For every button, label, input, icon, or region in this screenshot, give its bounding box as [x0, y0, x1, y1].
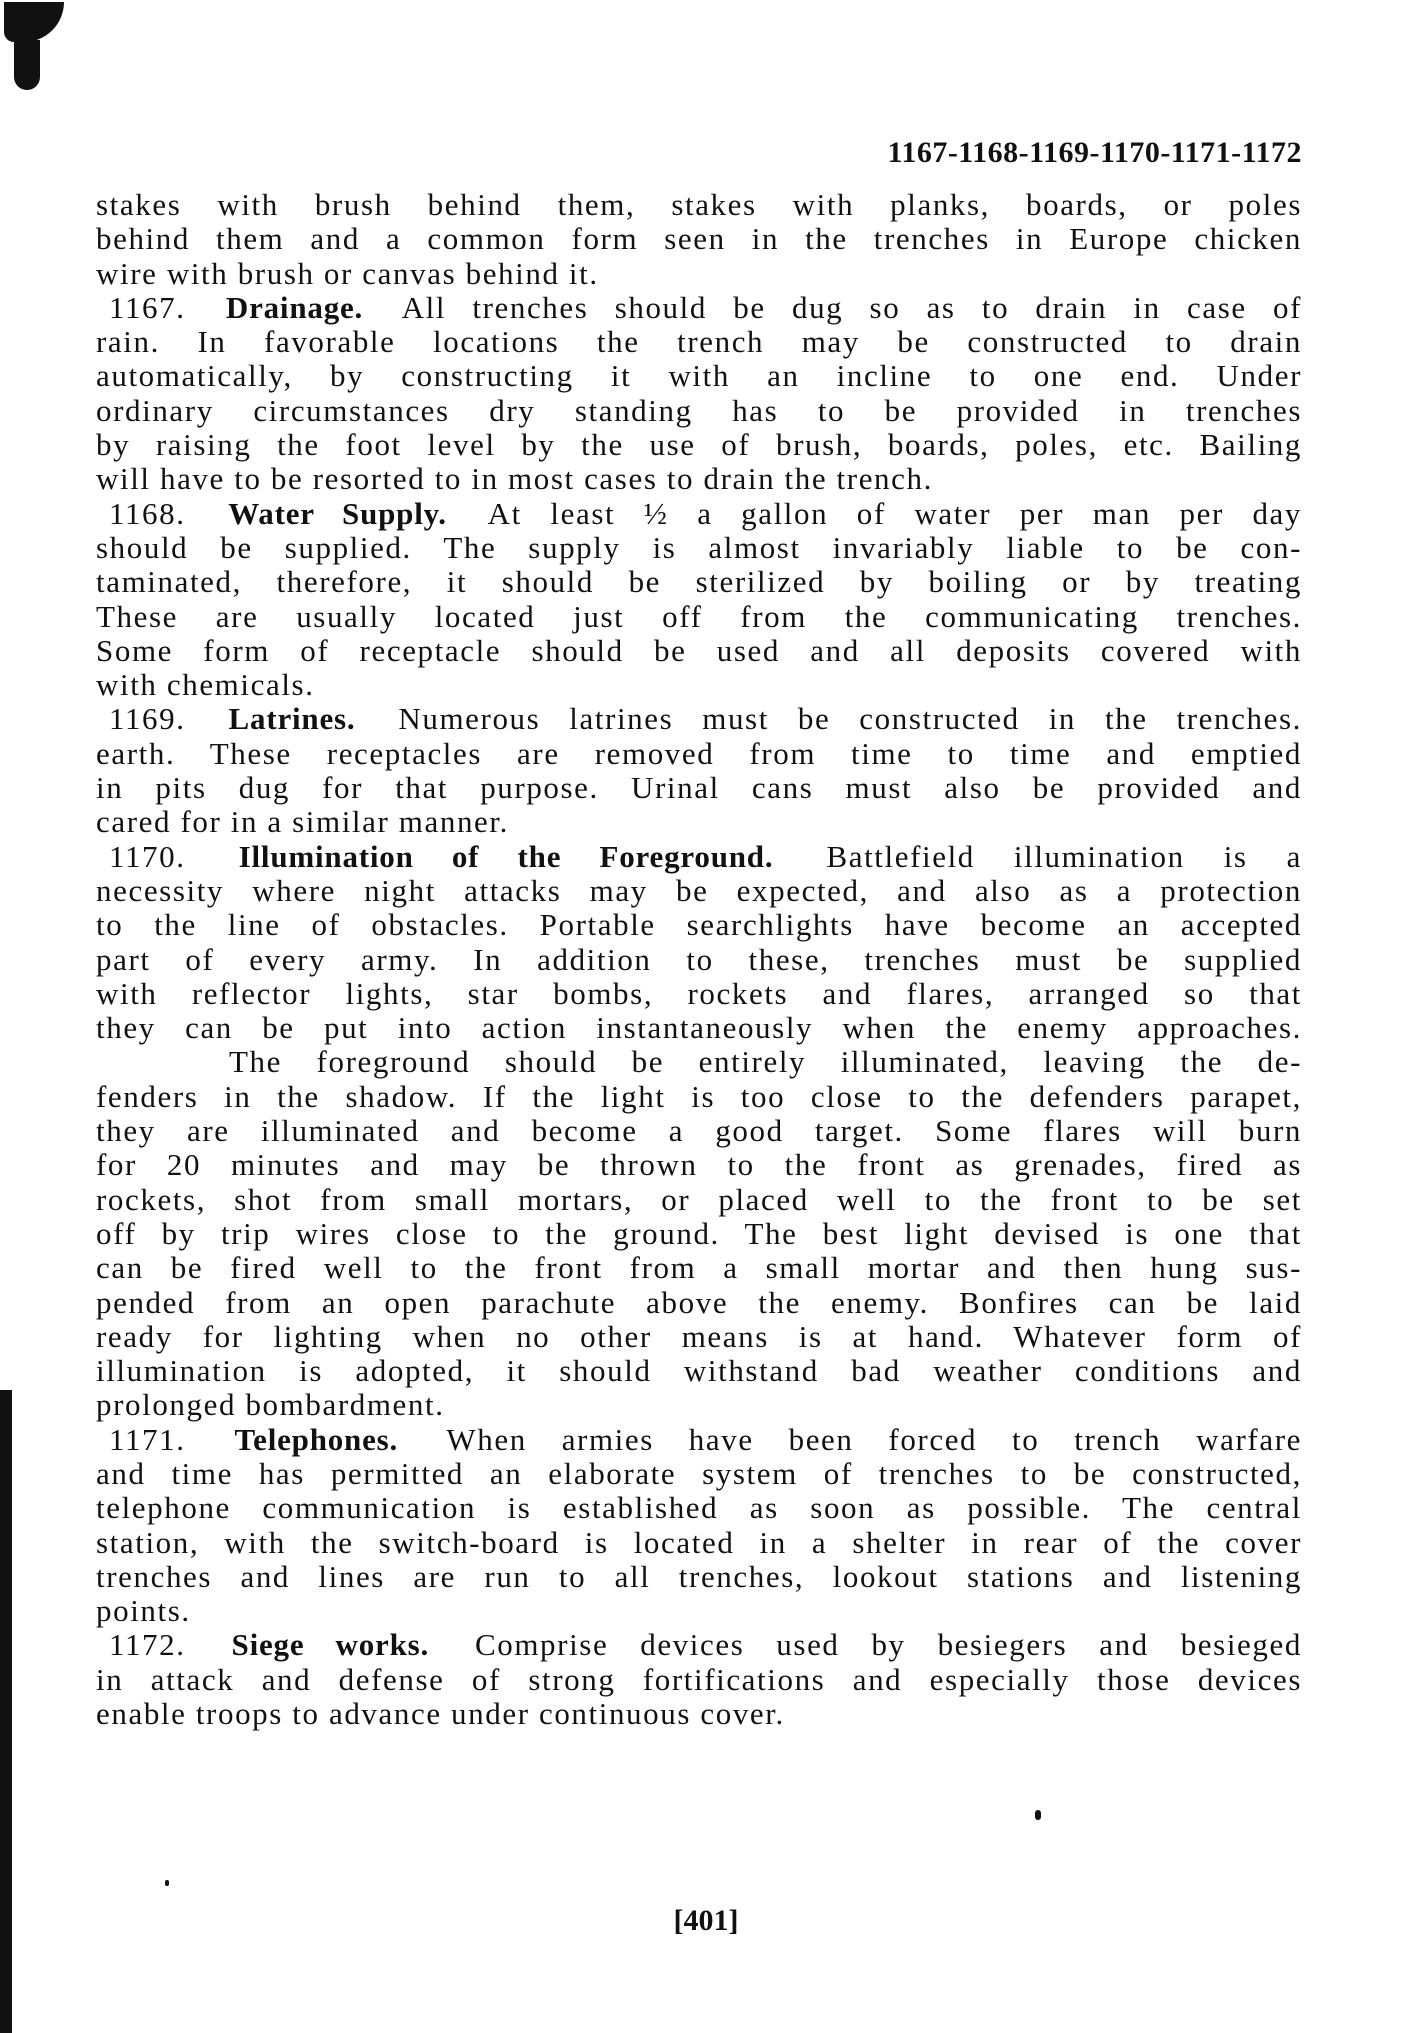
text-line: [96, 325, 1302, 359]
section-number: 1171.: [109, 1421, 186, 1457]
line-text: The foreground should be entirely illuminated, leaving the de-: [229, 1044, 1302, 1080]
line-text: part of every army. In addition to these, trenches must be supplied: [96, 941, 1302, 977]
line-text: behind them and a common form seen in the trenches in Europe chicken: [96, 221, 1302, 257]
section-heading-line: [96, 1628, 1302, 1662]
line-text: to the line of obstacles. Portable searchlights have become an accepted: [96, 907, 1302, 943]
line-text: All trenches should be dug so as to drain in case of: [401, 289, 1303, 325]
text-line: [96, 1148, 1302, 1182]
line-text: illumination is adopted, it should withstand bad weather conditions and: [96, 1353, 1302, 1389]
text-line: [96, 1114, 1302, 1148]
line-text: Some form of receptacle should be used and all deposits covered with: [96, 632, 1302, 668]
text-line: [96, 188, 1302, 222]
text-line: [96, 1320, 1302, 1354]
text-line: [96, 1560, 1302, 1594]
section-number: 1168.: [109, 495, 186, 531]
line-text: prolonged bombardment.: [96, 1387, 445, 1423]
line-text: These are usually located just off from the communicating trenches.: [96, 598, 1302, 634]
section-title: Illumination of the Foreground.: [238, 838, 774, 874]
line-text: station, with the switch-board is located in a shelter in rear of the cover: [96, 1524, 1302, 1560]
line-text: and time has permitted an elaborate system of trenches to be constructed,: [96, 1455, 1302, 1491]
section-title: Telephones.: [234, 1421, 399, 1457]
text-line: [96, 531, 1302, 565]
text-line: [96, 943, 1302, 977]
line-text: stakes with brush behind them, stakes with planks, boards, or poles: [96, 187, 1302, 222]
section-heading-line: [96, 497, 1302, 531]
section-number: 1170.: [109, 838, 186, 874]
scan-blot-top-tail: [14, 40, 40, 90]
text-line: [96, 600, 1302, 634]
line-text: rain. In favorable locations the trench may be constructed to drain: [96, 324, 1302, 360]
text-line: [96, 565, 1302, 599]
text-line: [96, 394, 1302, 428]
line-text: pended from an open parachute above the enemy. Bonfires can be laid: [96, 1284, 1302, 1320]
text-line: [96, 1457, 1302, 1491]
text-line: [96, 428, 1302, 462]
text-line: [96, 1526, 1302, 1560]
line-text: for 20 minutes and may be thrown to the front as grenades, fired as: [96, 1147, 1302, 1183]
text-line: [96, 462, 1302, 496]
line-text: earth. These receptacles are removed from time to time and emptied: [96, 735, 1302, 771]
line-text: ready for lighting when no other means is at hand. Whatever form of: [96, 1318, 1302, 1354]
line-text: with reflector lights, star bombs, rockets and flares, arranged so that: [96, 975, 1302, 1011]
line-text: in attack and defense of strong fortifications and especially those devices: [96, 1661, 1302, 1697]
text-line: [96, 1080, 1302, 1114]
line-text: telephone communication is established as soon as possible. The central: [96, 1490, 1302, 1526]
text-line: [96, 1697, 1302, 1731]
text-line: [96, 222, 1302, 256]
section-heading-line: [96, 1423, 1302, 1457]
line-text: wire with brush or canvas behind it.: [96, 255, 599, 291]
text-line: [96, 1388, 1302, 1422]
line-text: in pits dug for that purpose. Urinal cans must also be provided and: [96, 770, 1302, 806]
line-text: taminated, therefore, it should be sterilized by boiling or by treating: [96, 564, 1302, 600]
line-text: fenders in the shadow. If the light is too close to the defenders parapet,: [96, 1078, 1302, 1114]
text-line: [96, 771, 1302, 805]
section-heading-line: [96, 291, 1302, 325]
section-title: Siege works.: [231, 1627, 430, 1663]
text-line: [96, 1045, 1302, 1079]
line-text: When armies have been forced to trench warfare: [446, 1421, 1303, 1457]
section-number: 1172.: [109, 1627, 186, 1663]
text-line: [96, 257, 1302, 291]
line-text: they are illuminated and become a good target. Some flares will burn: [96, 1113, 1302, 1149]
text-line: [96, 1491, 1302, 1525]
document-body: [96, 188, 1302, 1731]
text-line: [96, 1354, 1302, 1388]
line-text: Comprise devices used by besiegers and besieged: [474, 1627, 1302, 1663]
line-text: automatically, by constructing it with an incline to one end. Under: [96, 358, 1302, 394]
line-text: necessity where night attacks may be expected, and also as a protection: [96, 872, 1302, 908]
section-heading-line: [96, 840, 1302, 874]
text-line: [96, 1594, 1302, 1628]
section-title: Water Supply.: [228, 495, 447, 531]
text-line: [96, 1217, 1302, 1251]
line-text: off by trip wires close to the ground. The best light devised is one that: [96, 1215, 1302, 1251]
line-text: points.: [96, 1593, 191, 1629]
text-line: [96, 1663, 1302, 1697]
text-line: [96, 668, 1302, 702]
text-line: [96, 805, 1302, 839]
scan-blot-top: [4, 2, 64, 42]
line-text: with chemicals.: [96, 667, 315, 703]
line-text: by raising the foot level by the use of brush, boards, poles, etc. Bailing: [96, 427, 1302, 463]
section-number: 1169.: [109, 701, 186, 737]
section-number: 1167.: [109, 289, 186, 325]
text-line: [96, 1251, 1302, 1285]
text-line: [96, 1011, 1302, 1045]
text-line: [96, 1286, 1302, 1320]
line-text: rockets, shot from small mortars, or placed well to the front to be set: [96, 1181, 1302, 1217]
text-line: [96, 908, 1302, 942]
line-text: should be supplied. The supply is almost invariably liable to be con-: [96, 529, 1302, 565]
text-line: [96, 874, 1302, 908]
line-text: Battlefield illumination is a: [826, 838, 1302, 874]
line-text: At least ½ a gallon of water per man per day: [487, 495, 1302, 531]
page-number: [401]: [673, 1904, 739, 1937]
text-line: [96, 737, 1302, 771]
scan-speck: [1035, 1810, 1041, 1820]
scan-speck: [165, 1880, 169, 1886]
line-text: trenches and lines are run to all trenches, lookout stations and listening: [96, 1558, 1302, 1594]
line-text: cared for in a similar manner.: [96, 804, 509, 840]
line-text: will have to be resorted to in most cases to drain the trench.: [96, 461, 933, 497]
text-line: [96, 1183, 1302, 1217]
section-heading-line: [96, 702, 1302, 736]
line-text: ordinary circumstances dry standing has to be provided in trenches: [96, 392, 1302, 428]
section-title: Drainage.: [225, 289, 364, 325]
text-line: [96, 634, 1302, 668]
text-line: [96, 359, 1302, 393]
line-text: they can be put into action instantaneously when the enemy approaches.: [96, 1010, 1302, 1046]
text-line: [96, 977, 1302, 1011]
line-text: can be fired well to the front from a small mortar and then hung sus-: [96, 1250, 1302, 1286]
section-range-header: 1167-1168-1169-1170-1171-1172: [887, 136, 1302, 169]
section-title: Latrines.: [228, 701, 356, 737]
line-text: enable troops to advance under continuous cover.: [96, 1696, 785, 1732]
line-text: Numerous latrines must be constructed in the trenches.: [398, 701, 1302, 737]
